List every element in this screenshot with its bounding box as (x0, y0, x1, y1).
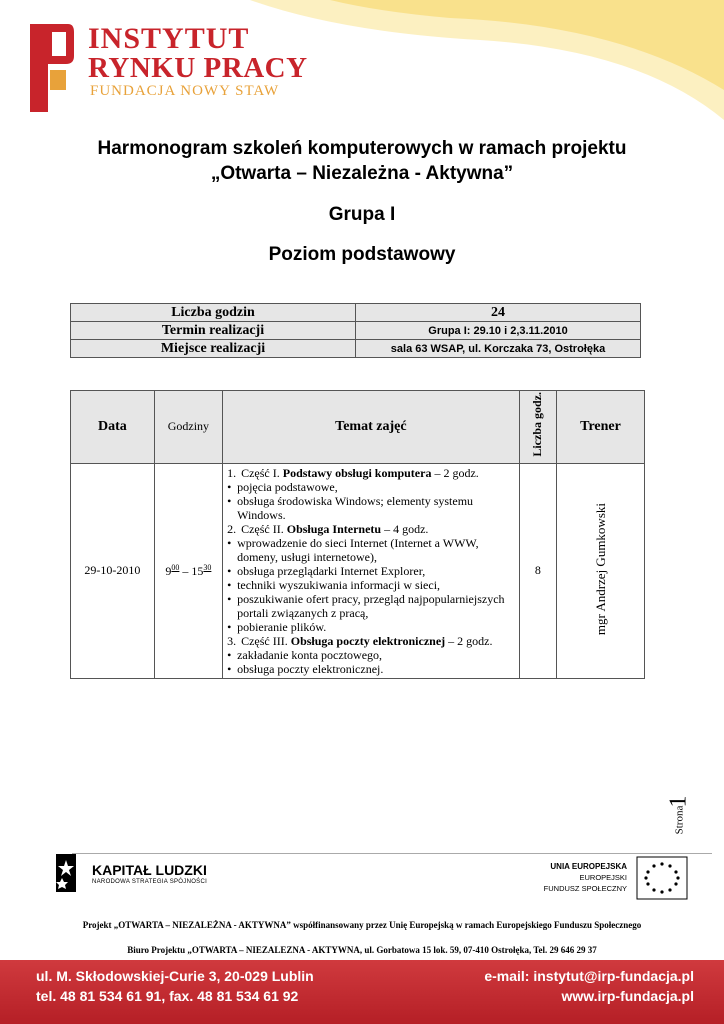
page-number (665, 790, 695, 850)
topic-text: pobieranie plików. (237, 619, 327, 634)
hours-start-minutes: 00 (171, 562, 180, 572)
topic-bullet (227, 620, 515, 634)
topic-bullet (227, 592, 515, 620)
schedule-header-row (71, 391, 645, 464)
topic-section (227, 522, 515, 536)
info-label: Liczba godzin (71, 304, 356, 322)
document-title-line1: Harmonogram szkoleń komputerowych w ramach projektu (97, 138, 627, 159)
topic-text: Część I. Podstawy obsługi komputera – 2 godz. (241, 465, 479, 480)
topic-text: poszukiwanie ofert pracy, przegląd najpopularniejszych portali związanych z pracą, (237, 591, 505, 620)
topic-bullet (227, 578, 515, 592)
topic-bullet (227, 662, 515, 676)
header-count-label: Liczba godz. (530, 392, 545, 457)
info-label: Miejsce realizacji (71, 340, 356, 358)
topic-section (227, 634, 515, 648)
topic-marker: 2. (227, 521, 237, 536)
hours-separator: – (179, 563, 192, 578)
header-count (519, 391, 556, 464)
topic-text: wprowadzenie do sieci Internet (Internet a WWW, domeny, usługi internetowe), (237, 535, 479, 564)
footer-address: ul. M. Skłodowskiej-Curie 3, 20-029 Lublin (36, 968, 314, 984)
info-row (71, 322, 641, 340)
schedule-table (70, 390, 645, 679)
topic-section (227, 466, 515, 480)
topic-text: techniki wyszukiwania informacji w sieci, (237, 577, 441, 592)
project-funding-note: Projekt „OTWARTA – NIEZALEŻNA - AKTYWNA” współfinansowany przez Unię Europejską w ramach Europejskiego Funduszu Społecznego (82, 920, 642, 930)
header-topic: Temat zajęć (223, 391, 520, 464)
topic-text: obsługa przeglądarki Internet Explorer, (237, 563, 426, 578)
topic-marker: • (227, 493, 232, 508)
topic-marker: • (227, 591, 232, 606)
hours-start: 9 (165, 563, 172, 578)
info-table (70, 303, 641, 358)
session-count: 8 (519, 463, 556, 678)
header-trainer: Trener (557, 391, 645, 464)
topic-bullet (227, 480, 515, 494)
footer-email: e-mail: instytut@irp-fundacja.pl (484, 968, 694, 984)
topic-text: obsługa środowiska Windows; elementy systemu Windows. (237, 493, 474, 522)
eu-flag-icon (636, 856, 688, 900)
document-title-line2: „Otwarta – Niezależna - Aktywna” (210, 163, 514, 184)
letterhead (0, 0, 724, 120)
footer-website: www.irp-fundacja.pl (561, 988, 694, 1004)
topic-bullet (227, 564, 515, 578)
topic-marker: • (227, 661, 232, 676)
page-label: Strona (673, 805, 686, 835)
brand-name-line2: RYNKU PRACY (88, 52, 308, 84)
topic-marker: 1. (227, 465, 237, 480)
header-date: Data (71, 391, 155, 464)
kapital-ludzki-logo-icon (52, 852, 80, 894)
info-label: Termin realizacji (71, 322, 356, 340)
topic-bullet (227, 648, 515, 662)
kapital-ludzki-subtitle: NARODOWA STRATEGIA SPÓJNOŚCI (92, 879, 208, 885)
topic-marker: • (227, 535, 232, 550)
topic-marker: 3. (227, 633, 237, 648)
info-value: Grupa I: 29.10 i 2,3.11.2010 (356, 322, 641, 340)
level-heading: Poziom podstawowy (268, 244, 456, 265)
eu-label-line3: FUNDUSZ SPOŁECZNY (543, 884, 627, 893)
topic-text: obsługa poczty elektronicznej. (237, 661, 384, 676)
topic-bullet (227, 494, 515, 522)
session-topic (223, 463, 520, 678)
info-row (71, 340, 641, 358)
project-office-address: Biuro Projektu „OTWARTA – NIEZALEZNA - AKTYWNA, ul. Gorbatowa 15 lok. 59, 07-410 Ostrołęka, Tel. 29 646 29 37 (127, 945, 597, 955)
page-number-value: 1 (665, 795, 692, 808)
brand-name-line3: FUNDACJA NOWY STAW (90, 83, 280, 99)
eu-label-line1: UNIA EUROPEJSKA (550, 862, 627, 871)
session-date: 29-10-2010 (71, 463, 155, 678)
topic-marker: • (227, 563, 232, 578)
topic-marker: • (227, 619, 232, 634)
info-value: sala 63 WSAP, ul. Korczaka 73, Ostrołęka (356, 340, 641, 358)
topic-marker: • (227, 479, 232, 494)
session-hours (154, 463, 222, 678)
irp-logo-icon (28, 22, 74, 114)
trainer-name: mgr Andrzej Gumkowski (592, 502, 608, 635)
brand-name-line1: INSTYTUT (88, 22, 250, 55)
info-row (71, 304, 641, 322)
info-value: 24 (356, 304, 641, 322)
topic-marker: • (227, 577, 232, 592)
topic-marker: • (227, 647, 232, 662)
group-heading: Grupa I (328, 204, 396, 225)
topic-text: zakładanie konta pocztowego, (237, 647, 383, 662)
footer-phone: tel. 48 81 534 61 91, fax. 48 81 534 61 92 (36, 988, 299, 1004)
topic-text: pojęcia podstawowe, (237, 479, 338, 494)
hours-end: 15 (191, 563, 204, 578)
hours-end-minutes: 30 (203, 562, 212, 572)
footer-divider (72, 853, 712, 854)
topic-bullet (227, 536, 515, 564)
topic-text: Część III. Obsługa poczty elektronicznej – 2 godz. (241, 633, 493, 648)
kapital-ludzki-title: KAPITAŁ LUDZKI (92, 862, 207, 878)
session-trainer (557, 463, 645, 678)
topic-text: Część II. Obsługa Internetu – 4 godz. (241, 521, 429, 536)
header-hours: Godziny (154, 391, 222, 464)
schedule-row (71, 463, 645, 678)
eu-label-line2: EUROPEJSKI (579, 873, 627, 882)
